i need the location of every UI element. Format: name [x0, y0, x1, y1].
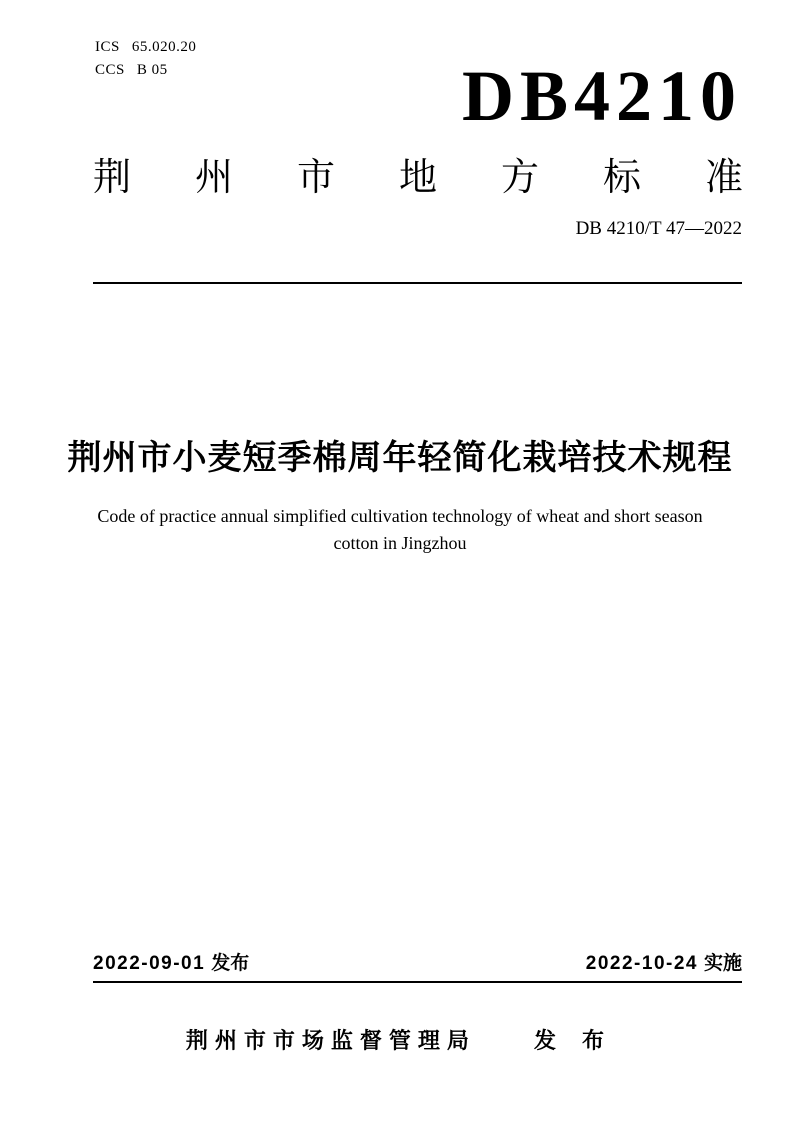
publish-label: 发 布	[533, 1028, 615, 1053]
standard-code-large: DB4210	[461, 56, 742, 136]
document-title-en-line1: Code of practice annual simplified cultivation technology of wheat and short season	[97, 506, 703, 526]
publisher-row	[0, 1024, 800, 1055]
release-label: 发布	[211, 953, 250, 974]
ccs-line	[95, 59, 196, 82]
dates-row	[93, 948, 742, 983]
publisher-name: 荆州市市场监督管理局	[185, 1028, 476, 1053]
implement-label: 实施	[703, 953, 742, 974]
standard-number: DB 4210/T 47—2022	[575, 218, 742, 239]
ccs-label: CCS	[95, 62, 125, 78]
header-divider-rule	[93, 282, 742, 284]
standard-type-heading: 荆州市地方标准	[93, 157, 743, 199]
release-date-line	[93, 948, 249, 975]
ccs-value: B 05	[136, 62, 168, 78]
ics-line	[95, 36, 196, 59]
document-title-zh: 荆州市小麦短季棉周年轻简化栽培技术规程	[67, 439, 733, 477]
document-title-en	[0, 503, 800, 557]
implement-date: 2022-10-24	[585, 953, 698, 974]
document-title-en-line2: cotton in Jingzhou	[333, 533, 467, 553]
implement-date-line	[586, 948, 742, 975]
ics-value: 65.020.20	[131, 39, 197, 55]
release-date: 2022-09-01	[93, 953, 206, 974]
ics-label: ICS	[95, 39, 120, 55]
classification-codes	[95, 36, 196, 82]
